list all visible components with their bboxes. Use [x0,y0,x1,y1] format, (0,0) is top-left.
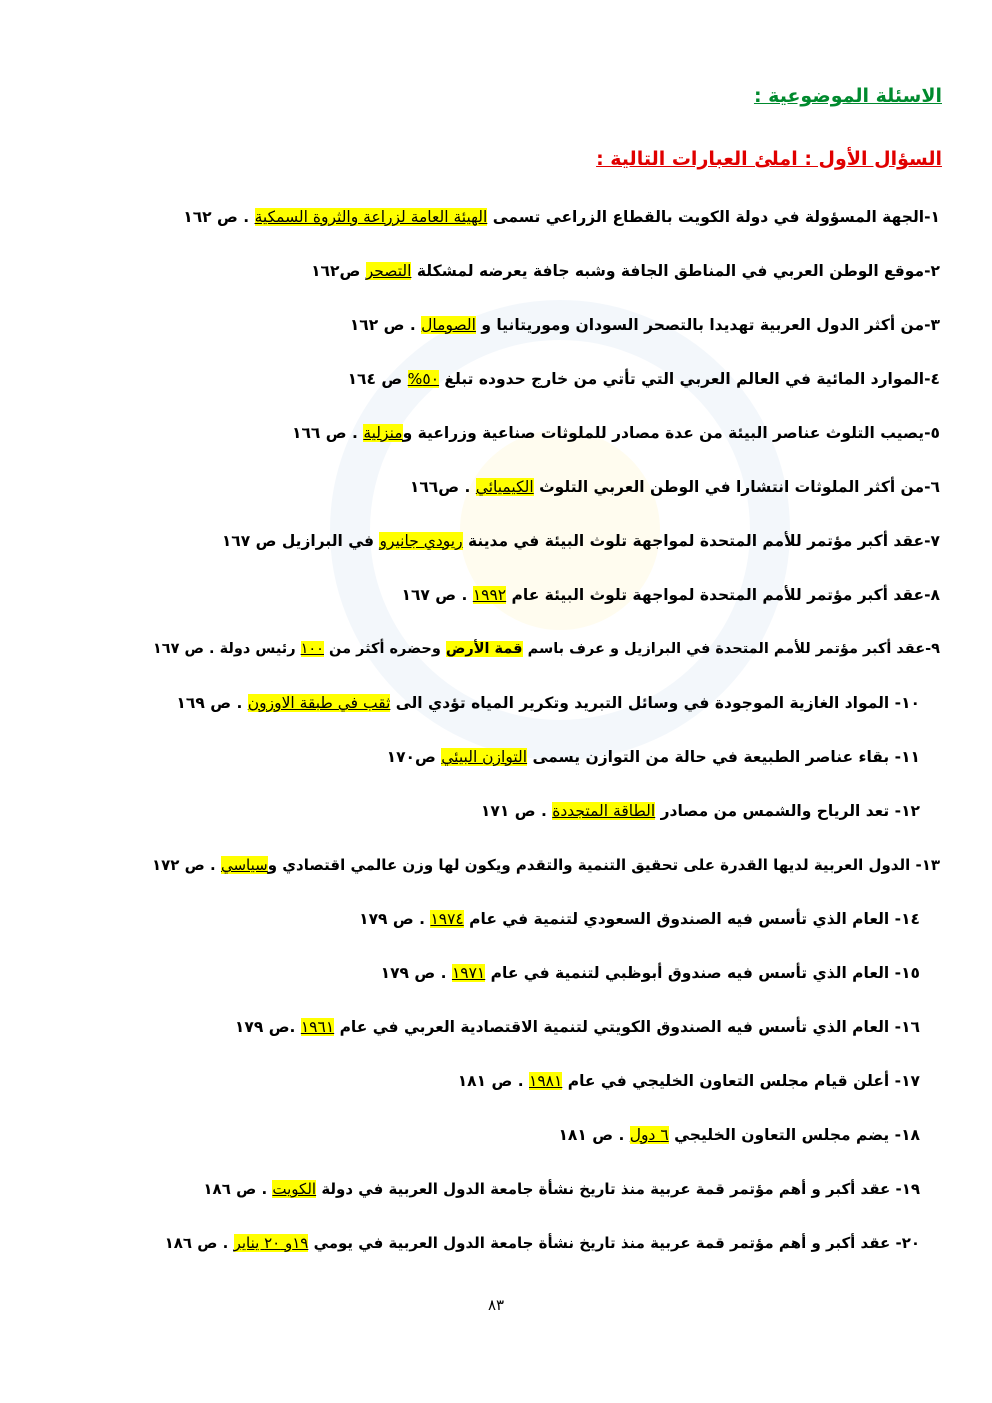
answer-highlight: ١٩و ٢٠ يناير [233,1234,309,1252]
question-item: ١٧- أعلن قيام مجلس التعاون الخليجي في عام ١٩٨١ . ص ١٨١ [457,1072,920,1090]
question-item: ٩-عقد أكبر مؤتمر للأمم المتحدة في البرازيل و عرف باسم قمة الأرض وحضره أكثر من ١٠٠ رئيس دولة . ص ١٦٧ [152,641,940,657]
section-heading: الاسئلة الموضوعية : [753,85,942,107]
answer-highlight: قمة الأرض [445,641,523,657]
question-item: ١٥- العام الذي تأسس فيه صندوق أبوظبي لتنمية في عام ١٩٧١ . ص ١٧٩ [380,964,920,982]
answer-highlight: ١٩٨١ [529,1072,563,1090]
question-item: ٣-من أكثر الدول العربية تهديدا بالتصحر السودان وموريتانيا و الصومال . ص ١٦٢ [349,316,940,334]
question-item: ١٩- عقد أكبر و أهم مؤتمر قمة عربية منذ تاريخ نشأة جامعة الدول العربية في دولة الكويت . ص ١٨٦ [203,1180,920,1198]
answer-highlight: الصومال [421,316,476,334]
answer-highlight: ١٩٧٤ [430,910,464,928]
question-item: ٨-عقد أكبر مؤتمر للأمم المتحدة لمواجهة تلوث البيئة عام ١٩٩٢ . ص ١٦٧ [401,586,940,604]
answer-highlight: التوازن البيئي [441,748,528,766]
answer-highlight: ١٩٧١ [451,964,486,982]
answer-highlight: الكيميائي [475,478,534,496]
question-item: ١٨- يضم مجلس التعاون الخليجي ٦ دول . ص ١٨١ [558,1126,920,1144]
question-item: ١١- بقاء عناصر الطبيعة في حالة من التوازن يسمى التوازن البيئي ص١٧٠ [386,748,920,766]
answer-highlight: منزلية [363,424,403,442]
question-item: ١٤- العام الذي تأسس فيه الصندوق السعودي لتنمية في عام ١٩٧٤ . ص ١٧٩ [359,910,920,928]
question-item: ١٠- المواد الغازية الموجودة في وسائل التبريد وتكرير المياه تؤدي الى ثقب في طبقة الاوزون . ص ١٦٩ [176,694,920,712]
answer-highlight: التصحر [365,262,412,280]
answer-highlight: الطاقة المتجددة [552,802,656,820]
answer-highlight: ١٩٦١ [300,1018,335,1036]
question-item: ١-الجهة المسؤولة في دولة الكويت بالقطاع الزراعي تسمى الهيئة العامة لزراعة والثروة السمكية . ص ١٦٢ [183,208,940,226]
question-item: ١٣- الدول العربية لديها القدرة على تحقيق التنمية والتقدم ويكون لها وزن عالمي اقتصادي وسياسي . ص ١٧٢ [151,856,940,874]
page-number: ٨٣ [487,1296,505,1314]
question-item: ٥-يصيب التلوث عناصر البيئة من عدة مصادر للملوثات صناعية وزراعية ومنزلية . ص ١٦٦ [291,424,940,442]
question-item: ٢-موقع الوطن العربي في المناطق الجافة وشبه جافة يعرضه لمشكلة التصحر ص١٦٢ [311,262,940,280]
question-item: ٢٠- عقد أكبر و أهم مؤتمر قمة عربية منذ تاريخ نشأة جامعة الدول العربية في يومي ١٩و ٢٠ يناير . ص ١٨٦ [164,1234,920,1252]
answer-highlight: ٥٠% [407,370,440,388]
answer-highlight: ٦ دول [629,1126,669,1144]
question-item: ١٦- العام الذي تأسس فيه الصندوق الكويتي لتنمية الاقتصادية العربي في عام ١٩٦١ .ص ١٧٩ [234,1018,920,1036]
answer-highlight: الكويت [272,1180,317,1198]
question-item: ٧-عقد أكبر مؤتمر للأمم المتحدة لمواجهة تلوث البيئة في مدينة ريودي جانيرو في البرازيل ص ١٦٧ [221,532,940,550]
answer-highlight: ١٩٩٢ [472,586,507,604]
answer-highlight: ثقب في طبقة الاوزون [247,694,391,712]
answer-highlight: سياسي [220,856,268,874]
question-item: ٤-الموارد المائية في العالم العربي التي تأتي من خارج حدوده تبلغ ٥٠% ص ١٦٤ [347,370,940,388]
answer-highlight: ١٠٠ [300,641,324,657]
answer-highlight: ريودي جانيرو [379,532,463,550]
question-title: السؤال الأول : املئ العبارات التالية : [596,148,942,170]
question-item: ١٢- تعد الرياح والشمس من مصادر الطاقة المتجددة . ص ١٧١ [480,802,920,820]
question-item: ٦-من أكثر الملوثات انتشارا في الوطن العربي التلوث الكيميائي . ص١٦٦ [409,478,940,496]
answer-highlight: الهيئة العامة لزراعة والثروة السمكية [254,208,488,226]
